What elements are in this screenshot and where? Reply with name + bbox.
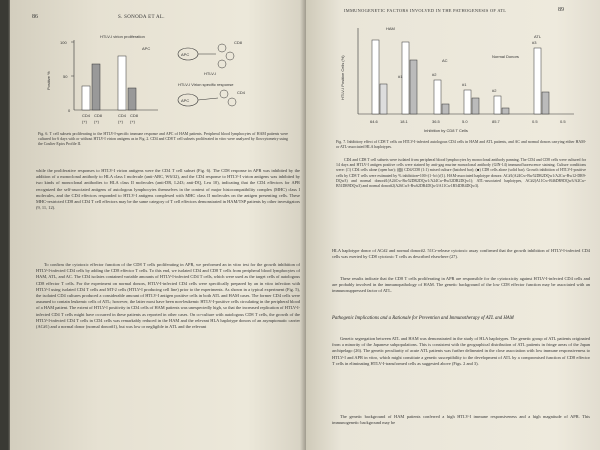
figure-7-caption	[336, 140, 586, 150]
left-page-number: 86	[32, 14, 38, 20]
right-page-number: 89	[558, 7, 564, 13]
fig7-xtick-7: 0.5	[560, 119, 566, 124]
fig6-xlabel-2: CD8	[94, 113, 103, 118]
fig6-xsub-1: (+)	[82, 119, 87, 124]
fig6-caption-text: T cell subsets proliferating to the HTLV-I-specific immune response and APC of HAM patients. Peripheral blood lymphocytes of HAM patients were cultured for 6 days with or without HTLV-I virion antigens as in Fig. 2. CD4 and CD8 T cell subsets proliferated in vitro were analyzed by flowcytometry using the Coulter Epics Profile II.	[38, 132, 288, 147]
fig6-xsub-4: (+)	[130, 119, 135, 124]
right-page	[306, 0, 600, 450]
fig7-ylabel: HTLV-I Positive Cells (%)	[340, 55, 345, 100]
fig6-cd8-cell-3	[218, 60, 226, 68]
section-heading: Pathogenic Implications and a Rationale for Prevention and Immunotherapy of ATL and HAM	[332, 316, 514, 321]
fig6-xlabel-3: CD4	[118, 113, 127, 118]
right-paragraph-1: HLA haplotype donor of AC#2 and normal donor#2. 51Cr-release cytotoxic assay confirmed that the growth inhibition of HTLV-I-infected CD4 cells was exerted by CD8 cytotoxic T cells as described elsewhere (27).	[332, 248, 590, 260]
left-paragraph-1: while the proliferative responses to HTLV-I virion antigens were the CD4 T cell subset (Fig. 6). The CD8 response in APR was inhibited by the addition of a monoclonal antibody to HLA class I molecule (anti-ABC, W6/32), and the CD4 response to HTLV-I virion antigens was inhibited by two kinds of monoclonal antibodies to HLA class II molecules (anti-DR, L243; anti-DQ, Leu 10), indicating that the CD4 effectors for APR recognized the self-associated antigens of autologous lymphocytes themselves in the context of major histocompatibility complex (MHC) class I molecules, and the CD4 effectors responded to HTLV-I antigens complexed with MHC class II molecules on the antigen presenting cells. These MHC-restricted CD8 and CD4 T cell effectors may be the same category of T cell effectors demonstrated in HAM/TSP patients by other investigators (9, 11, 12).	[36, 168, 300, 211]
fig6-apc-top: APC	[181, 52, 190, 57]
fig6-xlabel-1: CD4	[82, 113, 91, 118]
fig6-xsub-2: (+)	[94, 119, 99, 124]
fig6-apc-bottom: APC	[181, 98, 190, 103]
fig7-sub-2: #2	[432, 72, 437, 77]
fig6-bar-label-1: HTLV-I virion proliferation	[100, 34, 145, 39]
right-paragraph-2: These results indicate that the CD8 T cells proliferating in APR are responsible for the cytotoxicity against HTLV-I-infected CD4 cells and are probably involved in the immunopathology of HAM. The genetic background of the low CD8 effector function may be associated with an immunosuppressed factor of ATL.	[332, 276, 590, 294]
fig6-cd8-cell-2	[226, 52, 234, 60]
fig6-bar-3	[118, 56, 126, 110]
left-paragraph-2: To confirm the cytotoxic effector function of the CD8 T cells proliferating in APR, we performed an in vitro test for the growth inhibition of HTLV-I-infected CD4 cells by adding the CD8 effector T cells. To this end, we isolated CD4 and CD8 T cells from peripheral blood lymphocytes of HAM, ATL, and AC. The CD4 isolates contained variable amounts of HTLV-I-infected CD4 T cells, which were used as the target cells of autologous CD8 effector T cells. For the experiment on normal donors, HTLV-I-infected CD4 cells were specifically prepared by an in vitro infection with HTLV-I using isolated CD4 T cells and MT-2 cells (HTLV-I producing cell line) prior to the experiments. As shown in a typical experiment (Fig. 5), the isolated CD4 cultures produced a considerable amount of HTLV-I antigen positive cells in both ATL and HAM cases. The former CD4 cells were assumed to contain leukemic cells of ATL; however, the latter most have been non-leukemic HTLV-I-positive cells circulating in the peripheral blood of a HAM patient. The extent of HTLV-I positivity in CD4 cells of HAM patients was unexpectedly high, so that the increased replication of HTLV-I-infected CD4 T cells might have occurred in these patients as reported in other cases. On co-culture with autologous CD8 T cells, the growth of the HTLV-I-infected CD4 T cells in CD4 cells was remarkably reduced in the HAM and the relevant HLA haplotype donors of an asymptomatic carrier (AC#1) and a normal donor (normal donor#1), but was low or negligible in ATL and the relevant	[36, 262, 300, 330]
fig7-group-ac: AC	[442, 58, 448, 63]
fig6-ytick-100: 100	[60, 40, 67, 45]
fig6-bar-label-2: APC	[142, 46, 151, 51]
fig7-group-ham: HAM	[386, 26, 395, 31]
fig7-caption-text: Inhibitory effect of CD8 T cells on HTLV-I-infected autologous CD4 cells in HAM and ATL patients, and AC and normal donors carrying either HAM- or ATL-associated HLA haplotypes.	[336, 140, 586, 150]
fig7-caption-title: Fig. 7.	[336, 140, 347, 144]
fig7-xtick-6: 0.5	[532, 119, 538, 124]
fig6-caption-title: Fig. 6.	[38, 132, 49, 136]
fig6-ytick-50: 50	[63, 74, 68, 79]
left-running-header: S. SONODA ET AL.	[118, 15, 165, 20]
fig6-cd8-cell	[218, 44, 226, 52]
fig6-htlv-label: HTLV-I	[204, 71, 217, 76]
fig7-xtick-2: 18.1	[400, 119, 408, 124]
fig7-group-normal: Normal Donors	[492, 54, 519, 59]
fig6-cd4-label: CD4	[237, 90, 246, 95]
fig7-xlabel: Inhibition by CD8 T Cells	[424, 128, 468, 133]
fig6-bar-1	[82, 86, 90, 110]
fig6-cd8-label: CD8	[234, 40, 243, 45]
figure-7	[334, 20, 584, 142]
fig6-ylabel: Positive %	[46, 71, 51, 90]
fig6-xsub-3: (+)	[118, 119, 123, 124]
figure-6-caption	[38, 132, 288, 148]
fig7-sub-4: #2	[492, 88, 497, 93]
fig7-sub-5: #3	[532, 40, 537, 45]
fig7-xtick-5: 85.7	[492, 119, 500, 124]
fig6-cd4-cell	[220, 90, 228, 98]
fig7-xtick-3: 36.5	[432, 119, 440, 124]
figure-7-caption-detail: CD4 and CD8 T cell subsets were isolated from peripheral blood lymphocytes by monoclonal antibody panning. The CD4 and CD8 cells were cultured for 14 days and HTLV-I antigen positive cells were stained by anti-gag murine monoclonal antibody (GIN-14) immunofluorescence staining. Culture conditions were: (□) CD4 cells alone (open bar); (▨) CD4/CD8 (1:1) mixed culture (hatched bar); (■) CD8 cells alone (solid bar). Growth inhibition of HTLV-I-positive cells by CD8 T cells were estimated by % inhibition=100×(1−b/c)/(1). HAM-associated haplotype donors: AC#1(A24Cw-Bw52DR2DQw1/A2Cw-Bw12-DR9-DQw3) and normal donor#1(A24Cw-Bw52DR2DQw1/A24Cw-Bw52DR2DQw1); ATL-associated haplotypes, AC#2(A11Cw-B46DR9DQw3/A2Cw-B51DR9DQw3) and normal donor#2(A26Cw3-Bw62DR4DQw3/A11Cw1B54DR4DQw3).	[336, 158, 586, 189]
fig7-xtick-1: 64.6	[370, 119, 378, 124]
fig6-virion-label: HTLV-I Virion specific response	[178, 82, 234, 87]
fig6-ytick-0: 0	[68, 108, 71, 113]
left-page	[10, 0, 306, 450]
fig7-xtick-4: 5.0	[462, 119, 468, 124]
fig7-group-atl: ATL	[534, 34, 542, 39]
fig6-bar-2	[92, 64, 100, 110]
right-running-header: IMMUNOGENETIC FACTORS INVOLVED IN THE PATHOGENESIS OF ATL	[344, 8, 507, 13]
fig7-sub-3: #1	[462, 82, 467, 87]
fig6-cd4-cell-2	[228, 98, 236, 106]
right-section-paragraph-2: The genetic background of HAM patients conferred a high HTLV-I immune responsiveness and a high magnitude of APR. This immunogenetic background may be	[332, 414, 590, 426]
fig6-xlabel-4: CD8	[130, 113, 139, 118]
right-section-paragraph-1: Genetic segregation between ATL and HAM was demonstrated in the study of HLA haplotypes. The genetic group of ATL patients originated from a minority of the Japanese subpopulations. This is consistent with the geographical distribution of ATL patients in fringe areas of the Japan archipelago (26). The genetic peculiarity of acute ATL patients was further delineated in the close association with low immune responsiveness to HTLV-I and APR in vitro, which might constitute a genetic susceptibility to the development of ATL by a compromised function of CD8 effector T cells in eliminating HTLV-I-transformed cells as suggested above (Figs. 2 and 3).	[332, 336, 590, 366]
fig7-sub-1: #1	[398, 74, 403, 79]
figure-6	[38, 30, 258, 130]
fig6-bar-4	[128, 88, 136, 110]
